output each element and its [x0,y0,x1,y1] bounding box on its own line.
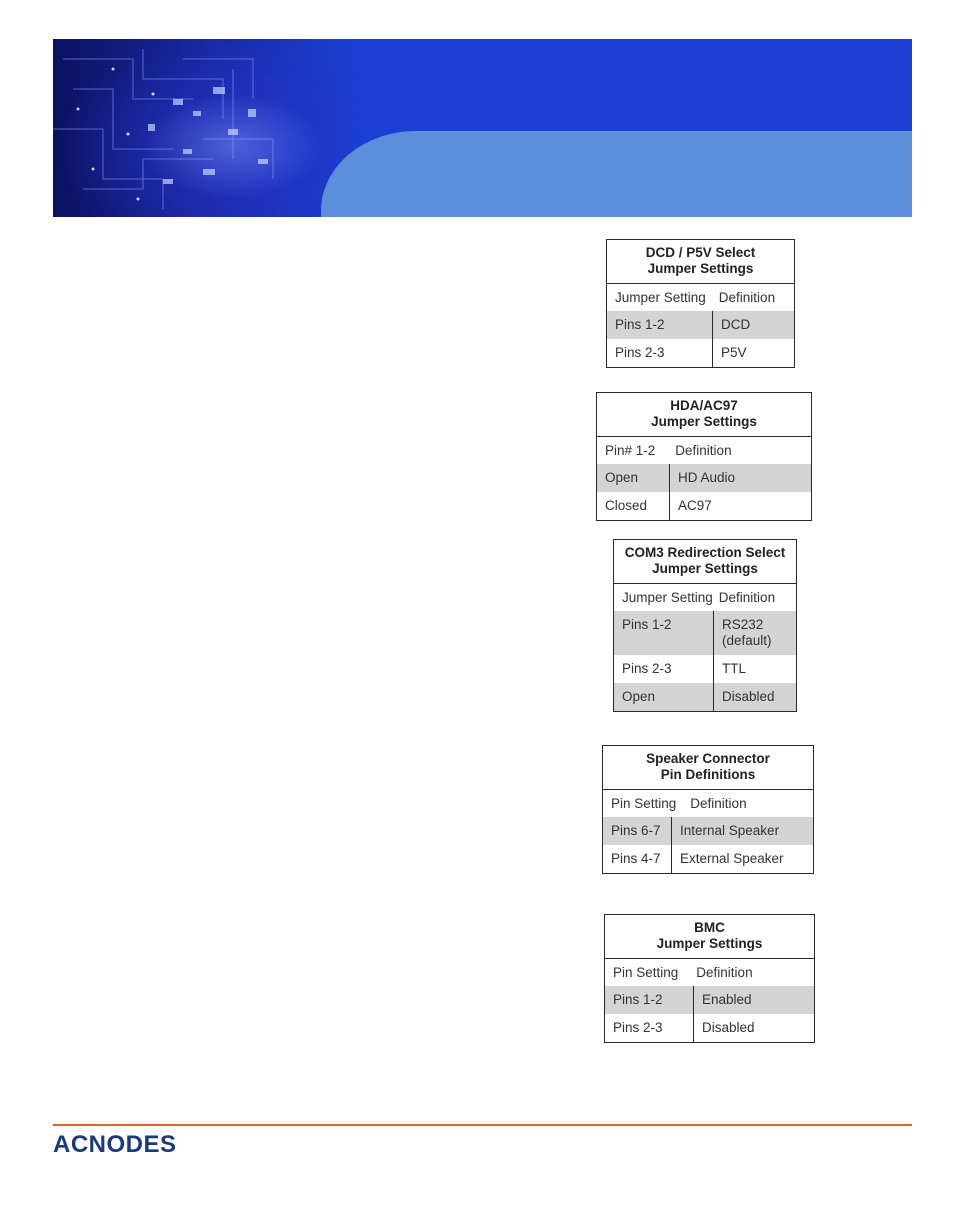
table-row: Open Disabled [614,683,796,711]
table-header [614,584,796,611]
table-row: Pins 6-7 Internal Speaker [603,817,813,845]
column-header: Definition [690,796,747,811]
column-header: Definition [718,590,776,605]
table-title: COM3 Redirection Select Jumper Settings [614,540,796,584]
table-title: HDA/AC97 Jumper Settings [597,393,811,437]
column-header: Pin# 1-2 [605,443,656,458]
table-header [605,959,814,986]
table-header [603,790,813,817]
com3-redirection-jumper-table [613,539,797,712]
table-row: Pins 2-3 Disabled [605,1014,814,1042]
banner-curve [321,131,912,217]
table-title: DCD / P5V Select Jumper Settings [607,240,794,284]
bmc-jumper-table [604,914,815,1043]
table-row: Closed AC97 [597,492,811,520]
acnodes-logo [53,1130,213,1156]
logo-mark [53,1130,213,1156]
table-title: BMC Jumper Settings [605,915,814,959]
hda-ac97-jumper-table [596,392,812,521]
table-row: Open HD Audio [597,464,811,492]
column-header: Pin Setting [611,796,677,811]
dcd-p5v-jumper-table [606,239,795,368]
table-header [607,284,794,311]
table-row: Pins 1-2 DCD [607,311,794,339]
column-header: Jumper Setting [622,590,713,605]
table-row: Pins 1-2 RS232 (default) [614,611,796,655]
footer-divider [53,1124,912,1126]
table-row: Pins 2-3 P5V [607,339,794,367]
column-header: Jumper Setting [615,290,706,305]
table-row: Pins 4-7 External Speaker [603,845,813,873]
table-row: Pins 1-2 Enabled [605,986,814,1014]
speaker-connector-table [602,745,814,874]
circuit-board-image [53,39,353,217]
svg-text:ACNODES: ACNODES [53,1131,177,1156]
table-title: Speaker Connector Pin Definitions [603,746,813,790]
column-header: Definition [696,965,753,980]
table-header [597,437,811,464]
column-header: Definition [675,443,732,458]
header-banner [53,39,912,217]
table-row: Pins 2-3 TTL [614,655,796,683]
column-header: Pin Setting [613,965,679,980]
column-header: Definition [718,290,776,305]
